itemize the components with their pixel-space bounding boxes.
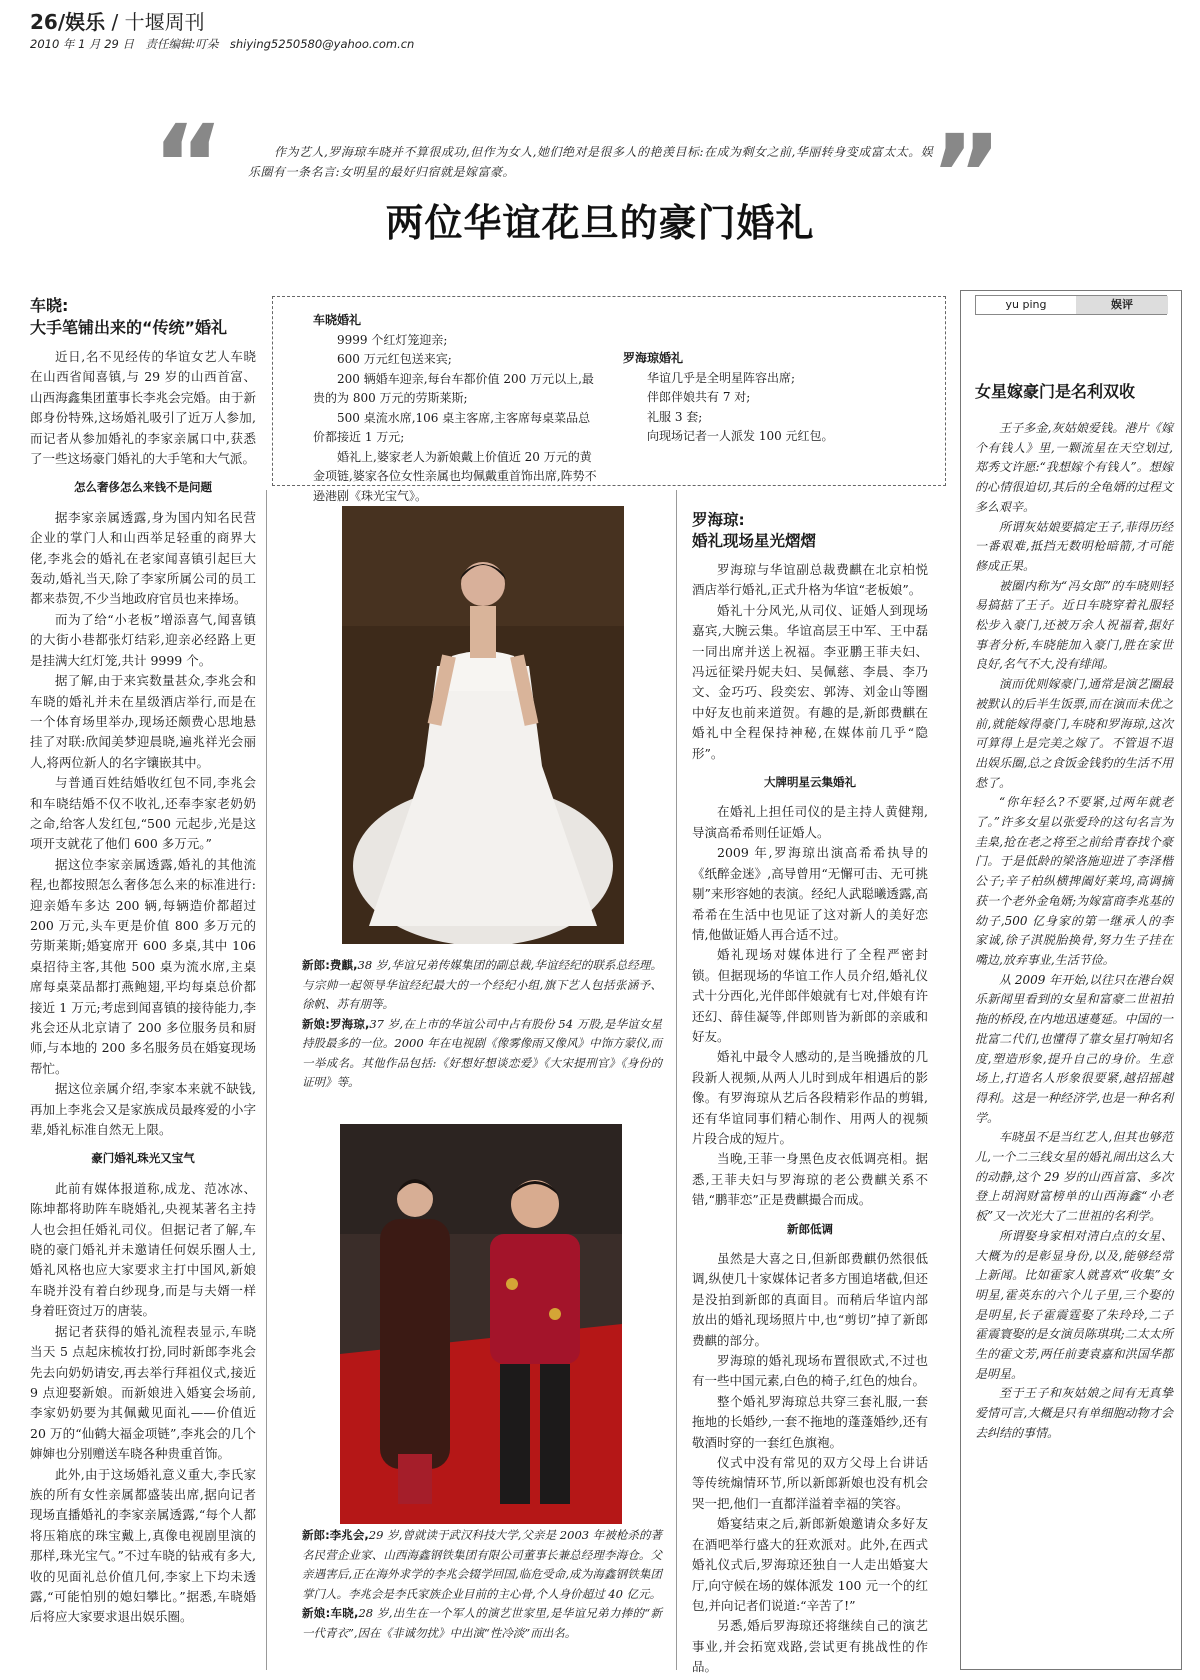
section-head-2: 大手笔铺出来的“传统”婚礼 bbox=[30, 318, 228, 337]
paragraph: 罗海琼的婚礼现场布置很欧式,不过也有一些中国元素,白色的椅子,红色的烛台。 bbox=[692, 1353, 928, 1389]
facts-column-right bbox=[623, 329, 923, 447]
masthead bbox=[30, 6, 205, 35]
paragraph: 近日,名不见经传的华谊女艺人车晓在山西省闻喜镇,与 29 岁的山西首富、山西海鑫集团董事长李兆会完婚。由于新郎身份特殊,这场婚礼吸引了近万人参加,而记者从参加婚礼的李家亲属口中,获悉了一些这场豪门婚礼的大手笔和大气派。 bbox=[30, 349, 256, 467]
fact-line: 9999 个红灯笼迎亲; bbox=[337, 332, 448, 347]
intro-text-content: 作为艺人,罗海琼车晓并不算很成功,但作为女人,她们绝对是很多人的艳羡目标:在成为剩女之前,华丽转身变成富太太。娱乐圈有一条名言:女明星的最好归宿就是嫁富豪。 bbox=[248, 145, 934, 179]
subheading: 新郎低调 bbox=[787, 1221, 833, 1236]
caption-text: 38 岁,华谊兄弟传媒集团的副总裁,华谊经纪的联系总经理。与宗帅一起领导华谊经纪最大的一个经纪小组,旗下艺人包括张涵予、徐帆、苏有朋等。 bbox=[302, 958, 662, 1011]
paragraph: “你年轻么?不要紧,过两年就老了。”许多女星以张爱玲的这句名言为圭臬,抢在老之将至之前给青春找个豪门。于是低龄的梁洛施迎进了李泽楷公子;辛子柏纵横捭阖好莱坞,高调摘获一个老外金龟婿;为嫁富商李兆基的幼子,500 亿身家的第一继承人的李家诚,徐子淇脱胎换骨,努力生子挂在嘴边,放弃事业,生活节俭。 bbox=[975, 795, 1173, 967]
paragraph: 婚宴结束之后,新郎新娘邀请众多好友在酒吧举行盛大的狂欢派对。此外,在西式婚礼仪式后,罗海琼还独自一人走出婚宴大厅,向守候在场的媒体派发 100 元一个的红包,并向记者们说道:“辛苦了!” bbox=[692, 1516, 928, 1613]
section-head-1: 罗海琼: bbox=[692, 511, 745, 529]
paragraph: 罗海琼与华谊副总裁费麒在北京柏悦酒店举行婚礼,正式升格为华谊“老板娘”。 bbox=[692, 562, 928, 598]
commentary-title: 女星嫁豪门是名利双收 bbox=[975, 382, 1136, 401]
wedding-facts-box bbox=[272, 296, 946, 503]
fact-line: 200 辆婚车迎亲,每台车都价值 200 万元以上,最贵的为 800 万元的劳斯莱斯; bbox=[313, 371, 594, 405]
paragraph: 车晓虽不是当红艺人,但其也够范儿,一个二三线女星的婚礼闹出这么大的动静,这个 29 岁的山西首富、多次登上胡润财富榜单的山西海鑫“小老板”又一次光大了二世祖的名利学。 bbox=[975, 1130, 1173, 1224]
page-number: 26/ bbox=[30, 10, 66, 34]
commentary-sidebar bbox=[960, 290, 1182, 1670]
paragraph: 而为了给“小老板”增添喜气,闻喜镇的大街小巷都张灯结彩,迎亲必经路上更是挂满大红灯笼,共计 9999 个。 bbox=[30, 611, 256, 668]
dateline: 2010 年 1 月 29 日 责任编辑:叮朵 shiying5250580@yahoo.com.cn bbox=[30, 37, 415, 51]
author-name: yu ping bbox=[1005, 298, 1047, 311]
bride-illustration bbox=[342, 506, 624, 944]
caption-label: 新娘:罗海琼, bbox=[302, 1016, 370, 1031]
paragraph: 王子多金,灰姑娘爱钱。港片《嫁个有钱人》里,一颗流星在天空划过,郑秀文许愿:“我想嫁个有钱人”。想嫁的心情很迫切,其后的全龟婿的过程文多么艰辛。 bbox=[975, 421, 1173, 514]
section-name: 娱乐 bbox=[65, 10, 106, 34]
couple-illustration bbox=[340, 1124, 622, 1524]
subheading: 豪门婚礼珠光又宝气 bbox=[91, 1151, 195, 1166]
paragraph: 据这位亲属介绍,李家本来就不缺钱,再加上李兆会又是家族成员最疼爱的小字辈,婚礼标准自然无上限。 bbox=[30, 1081, 256, 1138]
couple-red-carpet-photo bbox=[340, 1124, 622, 1524]
facts-column-left bbox=[313, 311, 599, 506]
column-divider bbox=[266, 490, 267, 1670]
paragraph: 此外,由于这场婚礼意义重大,李氏家族的所有女性亲属都盛装出席,据向记者现场直播婚礼的李家亲属透露,“每个人都将压箱底的珠宝戴上,真像电视剧里演的那样,珠光宝气。”不过车晓的钻戒有多大,收的见面礼总价值几何,李家上下均未透露,“可能怕别的媳妇攀比。”据悉,车晓婚后将应大家要求退出娱乐圈。 bbox=[30, 1466, 256, 1625]
section-head bbox=[692, 510, 928, 552]
paragraph: 据这位李家亲属透露,婚礼的其他流程,也都按照怎么奢侈怎么来的标准进行:迎亲婚车多达 200 辆,每辆造价都超过 200 万元,头车更是价值 800 多万元的劳斯莱斯;婚宴席开 600 多桌,其中 106 桌招待主客,其他 500 桌为流水席,主桌席每桌菜品都打燕鲍翅,平均每桌总价都接近 1 万元;考虑到闻喜镇的接待能力,李兆会还从北京请了 200 多位服务员和厨师,与本地的 200 多名服务员在婚宴现场帮忙。 bbox=[30, 856, 256, 1076]
paragraph: 婚礼十分风光,从司仪、证婚人到现场嘉宾,大腕云集。华谊高层王中军、王中磊一同出席并送上祝福。李亚鹏王菲夫妇、冯远征梁丹妮夫妇、吴佩慈、李晨、李乃文、金巧巧、段奕宏、郭涛、刘金山等圈中好友也前来道贺。有趣的是,新郎费麒在婚礼中全程保持神秘,在媒体前几乎“隐形”。 bbox=[692, 602, 928, 761]
paragraph: 当晚,王菲一身黑色皮衣低调亮相。据悉,王菲夫妇与罗海琼的老公费麒关系不错,“鹏菲恋”正是费麒撮合而成。 bbox=[692, 1151, 928, 1208]
fact-line: 婚礼上,婆家老人为新娘戴上价值近 20 万元的黄金项链,婆家各位女性亲属也均佩戴重首饰出席,阵势不逊港剧《珠光宝气》。 bbox=[313, 449, 597, 503]
paragraph: 另悉,婚后罗海琼还将继续自己的演艺事业,并会拓宽戏路,尝试更有挑战性的作品。 bbox=[692, 1618, 928, 1675]
intro-text bbox=[248, 142, 938, 182]
bride-white-dress-photo bbox=[342, 506, 624, 944]
paragraph: 所谓灰姑娘要搞定王子,菲得历经一番艰难,抵挡无数明枪暗箭,才可能修成正果。 bbox=[975, 519, 1173, 573]
paragraph: 演而优则嫁豪门,通常是演艺圈最被默认的后半生饭票,而在演而未优之前,就能嫁得豪门,车晓和罗海琼,这次可算得上是完美之嫁了。不管退不退出娱乐圈,总之食饭金钱豹的生活不用愁了。 bbox=[975, 677, 1173, 790]
paragraph: 婚礼中最令人感动的,是当晚播放的几段新人视频,从两人儿时到成年相遇后的影像。有罗海琼从艺后各段精彩作品的剪辑,还有华谊同事们精心制作、用两人的视频片段合成的短片。 bbox=[692, 1049, 928, 1146]
fact-line: 礼服 3 套; bbox=[647, 409, 703, 424]
byline-tag bbox=[975, 295, 1167, 315]
fact-line: 向现场记者一人派发 100 元红包。 bbox=[647, 429, 834, 443]
facts-label: 罗海琼婚礼 bbox=[623, 351, 684, 365]
paragraph: 与普通百姓结婚收红包不同,李兆会和车晓结婚不仅不收礼,还奉李家老奶奶之命,给客人发红包,“500 元起步,光是这项开支就花了他们 600 多万元。” bbox=[30, 775, 256, 852]
caption-label: 新郎:费麒, bbox=[302, 958, 358, 972]
commentary-body bbox=[975, 419, 1173, 1444]
paper-name: 十堰周刊 bbox=[124, 10, 205, 34]
facts-label: 车晓婚礼 bbox=[313, 313, 362, 327]
fact-line: 伴郎伴娘共有 7 对; bbox=[647, 390, 751, 404]
column-divider bbox=[676, 490, 677, 1670]
subheading: 怎么奢侈怎么来钱不是问题 bbox=[74, 480, 212, 495]
masthead-separator: / bbox=[105, 10, 125, 34]
paragraph: 此前有媒体报道称,成龙、范冰冰、陈坤都将助阵车晓婚礼,央视某著名主持人也会担任婚礼司仪。但据记者了解,车晓的豪门婚礼并未邀请任何娱乐圈人士,婚礼风格也应大家要求主打中国风,新娘车晓并没有着白纱现身,而是与夫婿一样身着旺资过万的唐装。 bbox=[30, 1180, 256, 1319]
paragraph: 虽然是大喜之日,但新郎费麒仍然很低调,纵使几十家媒体记者多方围追堵截,但还是没拍到新郎的真面目。而稍后华谊内部放出的婚礼现场照片中,也“剪切”掉了新郎费麒的部分。 bbox=[692, 1251, 928, 1348]
section-head-2: 婚礼现场星光熠熠 bbox=[692, 532, 817, 550]
article-chexiao bbox=[30, 295, 256, 1628]
paragraph: 据记者获得的婚礼流程表显示,车晓当天 5 点起床梳妆打扮,同时新郎李兆会先去向奶奶请安,再去举行拜祖仪式,接近 9 点迎娶新娘。而新娘进入婚宴会场前,李家奶奶要为其佩戴见面礼——价值近 20 万的“仙鹤大福金项链”,李兆会的几个婶婶也分别赠送车晓各种贵重首饰。 bbox=[30, 1323, 256, 1462]
caption-text: 28 岁,出生在一个军人的演艺世家里,是华谊兄弟力捧的“新一代青衣”,因在《非诚勿扰》中出演“性冷淡”而出名。 bbox=[302, 1606, 663, 1640]
caption-text: 29 岁,曾就读于武汉科技大学,父亲是 2003 年被枪杀的著名民营企业家、山西海鑫钢铁集团有限公司董事长兼总经理李海仓。父亲遇害后,正在海外求学的李兆会辍学回国,临危受命,成为海鑫钢铁集团掌门人。李兆会是李氏家族企业目前的主心骨,个人身价超过 40 亿元。 bbox=[302, 1528, 663, 1601]
page-headline: 两位华谊花旦的豪门婚礼 bbox=[385, 201, 815, 245]
paragraph: 据了解,由于来宾数量甚众,李兆会和车晓的婚礼并未在星级酒店举行,而是在一个体育场里举办,现场还颇费心思地悬挂了对联:欣闻美梦迎晨晓,遍兆祥光会丽人,将两位新人的名字镶嵌其中。 bbox=[30, 673, 256, 770]
paragraph: 被圈内称为“冯女郎”的车晓则轻易搞掂了王子。近日车晓穿着礼服轻松步入豪门,还被万余人祝福着,据好事者分析,车晓能加入豪门,胜在家世良好,名气不大,没有绯闻。 bbox=[975, 578, 1173, 672]
open-quote-icon: “ bbox=[152, 101, 225, 229]
caption-label: 新娘:车晓, bbox=[302, 1606, 359, 1620]
fact-line: 500 桌流水席,106 桌主客席,主客席每桌菜品总价都接近 1 万元; bbox=[313, 410, 591, 444]
paragraph: 所谓娶身家相对清白点的女星、大概为的是彰显身份,以及,能够经常上新闻。比如霍家人就喜欢“收集”女明星,霍英东的六个儿子里,三个娶的是明星,长子霍震霆娶了朱玲玲,二子霍震寰娶的是女演员陈琪琪;二太太所生的霍文芳,两任前妻袁嘉和洪国华都是明星。 bbox=[975, 1228, 1173, 1381]
paragraph: 在婚礼上担任司仪的是主持人黄健翔,导演高希希则任证婚人。 bbox=[692, 804, 928, 840]
caption-text: 37 岁,在上市的华谊公司中占有股份 54 万股,是华谊女星持股最多的一位。2000 年在电视剧《像雾像雨又像风》中饰方蒙仪,而一举成名。其他作品包括:《好想好想谈恋爱》《大宋提刑官》《身份的证明》等。 bbox=[302, 1016, 663, 1089]
paragraph: 婚礼现场对媒体进行了全程严密封锁。但据现场的华谊工作人员介绍,婚礼仪式十分西化,光伴郎伴娘就有七对,伴娘有许还幻、薛佳凝等,伴郎则皆为新郎的亲戚和好友。 bbox=[692, 947, 928, 1044]
paragraph: 从 2009 年开始,以往只在港台娱乐新闻里看到的女星和富豪二世祖拍拖的桥段,在内地迅速蔓延。中国的一批富二代们,也懂得了靠女星打响知名度,塑造形象,提升自己的身价。生意场上,打造名人形象很要紧,越招摇越得利。这是一种经济学,也是一种名利学。 bbox=[975, 972, 1173, 1125]
paragraph: 据李家亲属透露,身为国内知名民营企业的掌门人和山西举足轻重的商界大佬,李兆会的婚礼在老家闻喜镇引起巨大轰动,婚礼当天,除了李家所属公司的员工都来恭贺,不少当地政府官员也来捧场。 bbox=[30, 509, 256, 607]
close-quote-icon: ” bbox=[930, 111, 1003, 239]
column-tag: 娱评 bbox=[1076, 296, 1168, 314]
caption-label: 新郎:李兆会, bbox=[302, 1528, 369, 1542]
paragraph: 整个婚礼罗海琼总共穿三套礼服,一套拖地的长婚纱,一套不拖地的蓬蓬婚纱,还有敬酒时穿的一套红色旗袍。 bbox=[692, 1393, 928, 1450]
paragraph: 至于王子和灰姑娘之间有无真挚爱情可言,大概是只有单细胞动物才会去纠结的事情。 bbox=[975, 1386, 1173, 1440]
subheading: 大牌明星云集婚礼 bbox=[764, 775, 856, 790]
photo-caption-1 bbox=[302, 956, 662, 1093]
section-head-1: 车晓: bbox=[30, 296, 69, 315]
fact-line: 600 万元红包送来宾; bbox=[337, 352, 452, 366]
photo-caption-2 bbox=[302, 1526, 662, 1643]
fact-line: 华谊几乎是全明星阵容出席; bbox=[647, 370, 796, 385]
paragraph: 仪式中没有常见的双方父母上台讲话等传统煽情环节,所以新郎新娘也没有机会哭一把,他们一直都洋溢着幸福的笑容。 bbox=[692, 1455, 928, 1511]
article-luohaiqiong bbox=[692, 510, 928, 1678]
paragraph: 2009 年,罗海琼出演高希希执导的《纸醉金迷》,高导曾用“无懈可击、无可挑剔”来形容她的表演。经纪人武聪曦透露,高希希在生活中也见证了这对新人的美好恋情,他做证婚人再合适不过。 bbox=[692, 845, 928, 942]
